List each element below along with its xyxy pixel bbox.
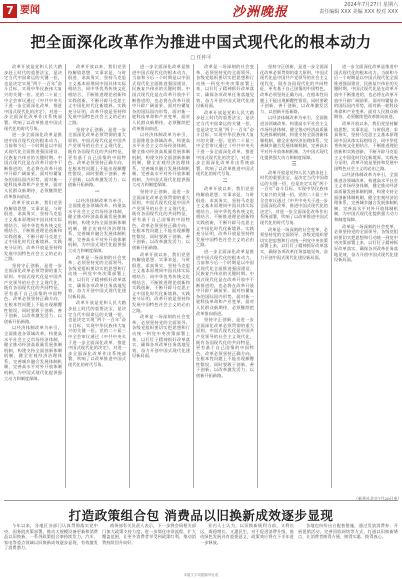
article1-headline: 把全面深化改革作为推进中国式现代化的根本动力 [30,33,372,51]
article1-paragraph: 改革是一场深刻的社会变革，必须坚持党的全面领导。各级党组织要切实把思想和行动统一到党中央决策部署上来，以钉钉子精神抓好改革落实，确保各项改革任务落地见效，奋力开创中国式现代化建设新局面。 [334,223,398,263]
article1-paragraph: 坚持守正创新，是进一步全面深化改革必须贯彻的重大原则。中国式现代化是中国共产党领导的社会主义现代化，既有各国现代化的共同特征，更有基于自己国情的中国特色。改革必须坚持正确方向，在根本性问题上不能出现颠覆性错误，同时要敢于创新、善于创新，以改革激发活力、以创新开拓新路。 [68,126,126,188]
page-number: 7 [3,4,17,18]
article1-paragraph: 改革是一场深刻的社会变革，必须坚持党的全面领导。各级党组织要切实把思想和行动统一到党中央决策部署上来，以钉钉子精神抓好改革落实，确保各项改革任务落地见效，奋力开创中国式现代化建设新局面。 [68,254,126,299]
column-divider [193,64,194,488]
article1-column-3 [132,64,190,488]
article1-paragraph: 以经济体制改革为牵引，全面推进各领域改革。构建高水平社会主义市场经济体制，健全推动经济高质量发展体制机制，构建支持全面创新体制机制，健全宏观经济治理体系，完善城乡融合发展体制机制，完善高水平对外开放体制机制，为中国式现代化提供强大动力和制度保障。 [4,325,62,381]
column-divider [331,64,332,488]
article1-paragraph: 改革开放是党和人民大踏步赶上时代的重要法宝，是决定当代中国命运的关键一招，也是决定实现“两个一百年”奋斗目标、实现中华民族伟大复兴的关键一招。党的二十届三中全会审议通过《中共中央关于进一步全面深化改革、推进中国式现代化的决定》，对进一步全面深化改革作出系统部署，吹响了以改革推进中国式现代化的时代号角。 [4,64,62,131]
column-divider [65,64,66,488]
article1-paragraph: 坚持守正创新，是进一步全面深化改革必须贯彻的重大原则。中国式现代化是中国共产党领导的社会主义现代化，既有各国现代化的共同特征，更有基于自己国情的中国特色。改革必须坚持正确方向，在根本性问题上不能出现颠覆性错误，同时要敢于创新、善于创新，以改革激发活力、以创新开拓新路。 [196,317,254,379]
article1-paragraph: 改革开放以来，我们党坚持解放思想、实事求是、与时俱进、求真务实，坚持马克思主义基本原理同中国具体实际相结合、同中华优秀传统文化相结合，不断推进理论创新和实践创新，不断开辟马克思主义中国化时代化新境界。实践充分证明，改革开放是坚持和发展中国特色社会主义的必由之路。 [68,64,126,125]
article2-paragraph: 商务部有关负责人表示，下一步将会同相关部门加大政策支持力度，进一步简化申领流程，扩大覆盖范围，让更多消费者享受到政策红利，推动消费持续回升向好。 [102,523,196,545]
article1-column-4 [196,64,254,488]
article1-paragraph: 以经济体制改革为牵引，全面推进各领域改革。构建高水平社会主义市场经济体制，健全推动经济高质量发展体制机制，构建支持全面创新体制机制，健全宏观经济治理体系，完善城乡融合发展体制机制，完善高水平对外开放体制机制，为中国式现代化提供强大动力和制度保障。 [260,115,328,160]
article1-dateline: （新华社北京7月26日电） [354,496,402,501]
article1-paragraph: 改革开放是党和人民大踏步赶上时代的重要法宝，是决定当代中国命运的关键一招，也是决定实现“两个一百年”奋斗目标、实现中华民族伟大复兴的关键一招。党的二十届三中全会审议通过《中共中央关于进一步全面深化改革、推进中国式现代化的决定》，对进一步全面深化改革作出系统部署，吹响了以改革推进中国式现代化的时代号角。 [260,169,328,226]
article1-column-2 [68,64,126,488]
article1-paragraph: 改革开放是党和人民大踏步赶上时代的重要法宝，是决定当代中国命运的关键一招，也是决定实现“两个一百年”奋斗目标、实现中华民族伟大复兴的关键一招。党的二十届三中全会审议通过《中共中央关于进一步全面深化改革、推进中国式现代化的决定》，对进一步全面深化改革作出系统部署，吹响了以改革推进中国式现代化的时代号角。 [68,300,126,367]
masthead [0,0,402,23]
article1-subhead: 二 [222,178,228,184]
article1-paragraph: 改革是一场深刻的社会变革，必须坚持党的全面领导。各级党组织要切实把思想和行动统一到党中央决策部署上来，以钉钉子精神抓好改革落实，确保各项改革任务落地见效，奋力开创中国式现代化建设新局面。 [132,314,190,359]
paper-logo: 沙洲晚报 [232,5,289,20]
article1-paragraph: 进一步全面深化改革是推进中国式现代化的根本动力。当前和今后一个时期是以中国式现代化全面推进强国建设、民族复兴伟业的关键时期。中国式现代化是在改革开放中不断推进的，也必将在改革开放中开辟广阔前景。面对纷繁复杂的国际国内形势，面对新一轮科技革命和产业变革，面对人民群众新期待，必须继续把改革推向前进。 [334,64,398,120]
article2-column-2 [102,523,196,571]
issue-date: 2024年7月27日 星期六 [344,2,398,8]
article1-paragraph: 坚持守正创新，是进一步全面深化改革必须贯彻的重大原则。中国式现代化是中国共产党领导的社会主义现代化，既有各国现代化的共同特征，更有基于自己国情的中国特色。改革必须坚持正确方向，在根本性问题上不能出现颠覆性错误，同时要敢于创新、善于创新，以改革激发活力、以创新开拓新路。 [132,189,190,250]
article1-paragraph: 坚持守正创新，是进一步全面深化改革必须贯彻的重大原则。中国式现代化是中国共产党领导的社会主义现代化，既有各国现代化的共同特征，更有基于自己国情的中国特色。改革必须坚持正确方向，在根本性问题上不能出现颠覆性错误，同时要敢于创新、善于创新，以改革激发活力、以创新开拓新路。 [260,64,328,114]
article1-paragraph: 坚持守正创新，是进一步全面深化改革必须贯彻的重大原则。中国式现代化是中国共产党领导的社会主义现代化，既有各国现代化的共同特征，更有基于自己国情的中国特色。改革必须坚持正确方向，在根本性问题上不能出现颠覆性错误，同时要敢于创新、善于创新，以改革激发活力、以创新开拓新路。 [4,262,62,324]
section-divider [4,500,398,501]
article1-paragraph: 改革开放是党和人民大踏步赶上时代的重要法宝，是决定当代中国命运的关键一招，也是决定实现“两个一百年”奋斗目标、实现中华民族伟大复兴的关键一招。党的二十届三中全会审议通过《中共中央关于进一步全面深化改革、推进中国式现代化的决定》，对进一步全面深化改革作出系统部署，吹响了以改革推进中国式现代化的时代号角。 [196,109,254,177]
article1-paragraph: 改革是一场深刻的社会变革，必须坚持党的全面领导。各级党组织要切实把思想和行动统一到党中央决策部署上来，以钉钉子精神抓好改革落实，确保各项改革任务落地见效，奋力开创中国式现代化建设新局面。 [196,64,254,109]
article1-subhead: 三 [291,162,297,168]
article1-column-5 [260,64,328,488]
article1-paragraph: 进一步全面深化改革是推进中国式现代化的根本动力。当前和今后一个时期是以中国式现代化全面推进强国建设、民族复兴伟业的关键时期。中国式现代化是在改革开放中不断推进的，也必将在改革开放中开辟广阔前景。面对纷繁复杂的国际国内形势，面对新一轮科技革命和产业变革，面对人民群众新期待，必须继续把改革推向前进。 [132,64,190,131]
article2-column-1 [4,523,98,571]
article2-column-4 [298,523,398,571]
article1-subhead: 一 [94,190,100,196]
article2-headline: 打造政策组合包 消费品以旧换新成效逐步显现 [68,508,334,523]
page-footer: 本版文字均据新华社电 [183,573,219,577]
article2-paragraph: 各地也纷纷出台配套措施，通过发放消费券、开展促销活动、完善回收网络等方式，打通以旧换新堵点，让消费者换得方便、换得实惠、换得放心。 [298,523,398,540]
article1-column-6 [334,64,398,492]
column-divider [257,64,258,488]
article1-paragraph: 进一步全面深化改革是推进中国式现代化的根本动力。当前和今后一个时期是以中国式现代化全面推进强国建设、民族复兴伟业的关键时期。中国式现代化是在改革开放中不断推进的，也必将在改革开放中开辟广阔前景。面对纷繁复杂的国际国内形势，面对新一轮科技革命和产业变革，面对人民群众新期待，必须继续把改革推向前进。 [196,249,254,316]
column-divider [129,64,130,488]
article1-paragraph: 以经济体制改革为牵引，全面推进各领域改革。构建高水平社会主义市场经济体制，健全推动经济高质量发展体制机制，构建支持全面创新体制机制，健全宏观经济治理体系，完善城乡融合发展体制机制，完善高水平对外开放体制机制，为中国式现代化提供强大动力和制度保障。 [68,197,126,253]
article2-paragraph: 今年以来，各地区各部门认真贯彻落实党中央、国务院决策部署，推动大规模设备更新和消费品以旧换新，一系列政策组合拳持续发力，汽车、家电等重点领域以旧换新成效逐步显现，有效激发了消费潜力。 [4,523,98,551]
section-name: 要闻 [20,5,40,16]
article1-paragraph: 改革开放以来，我们党坚持解放思想、实事求是、与时俱进、求真务实，坚持马克思主义基本原理同中国具体实际相结合、同中华优秀传统文化相结合，不断推进理论创新和实践创新，不断开辟马克思主义中国化时代化新境界。实践充分证明，改革开放是坚持和发展中国特色社会主义的必由之路。 [132,251,190,313]
article1-paragraph: 改革开放以来，我们党坚持解放思想、实事求是、与时俱进、求真务实，坚持马克思主义基本原理同中国具体实际相结合、同中华优秀传统文化相结合，不断推进理论创新和实践创新，不断开辟马克思主义中国化时代化新境界。实践充分证明，改革开放是坚持和发展中国特色社会主义的必由之路。 [334,120,398,171]
article1-paragraph: 进一步全面深化改革是推进中国式现代化的根本动力。当前和今后一个时期是以中国式现代化全面推进强国建设、民族复兴伟业的关键时期。中国式现代化是在改革开放中不断推进的，也必将在改革开放中开辟广阔前景。面对纷繁复杂的国际国内形势，面对新一轮科技革命和产业变革，面对人民群众新期待，必须继续把改革推向前进。 [4,132,62,199]
article1-paragraph: 改革是一场深刻的社会变革，必须坚持党的全面领导。各级党组织要切实把思想和行动统一到党中央决策部署上来，以钉钉子精神抓好改革落实，确保各项改革任务落地见效，奋力开创中国式现代化建设新局面。 [260,226,328,260]
article1-paragraph: 以经济体制改革为牵引，全面推进各领域改革。构建高水平社会主义市场经济体制，健全推动经济高质量发展体制机制，构建支持全面创新体制机制，健全宏观经济治理体系，完善城乡融合发展体制机制，完善高水平对外开放体制机制，为中国式现代化提供强大动力和制度保障。 [334,172,398,223]
editor-credits: 责任编辑 XXX 美编 XXX 校对 XXX [319,9,398,15]
article1-paragraph: 改革开放以来，我们党坚持解放思想、实事求是、与时俱进、求真务实，坚持马克思主义基本原理同中国具体实际相结合、同中华优秀传统文化相结合，不断推进理论创新和实践创新，不断开辟马克思主义中国化时代化新境界。实践充分证明，改革开放是坚持和发展中国特色社会主义的必由之路。 [4,200,62,262]
article1-column-1 [4,64,62,488]
article1-paragraph: 改革开放以来，我们党坚持解放思想、实事求是、与时俱进、求真务实，坚持马克思主义基本原理同中国具体实际相结合、同中华优秀传统文化相结合，不断推进理论创新和实践创新，不断开辟马克思主义中国化时代化新境界。实践充分证明，改革开放是坚持和发展中国特色社会主义的必由之路。 [196,186,254,248]
article1-byline: □ 任仲平 [190,55,212,61]
date-line [319,2,398,16]
article2-paragraph: 业内人士认为，以旧换新既利当前、又利长远，既稳增长、又惠民生，对于促进消费升级、推动绿色发展具有重要意义，政策效应将在下半年进一步释放。 [200,523,294,545]
article1-paragraph: 以经济体制改革为牵引，全面推进各领域改革。构建高水平社会主义市场经济体制，健全推动经济高质量发展体制机制，构建支持全面创新体制机制，健全宏观经济治理体系，完善城乡融合发展体制机制，完善高水平对外开放体制机制，为中国式现代化提供强大动力和制度保障。 [132,132,190,188]
article2-column-3 [200,523,294,571]
